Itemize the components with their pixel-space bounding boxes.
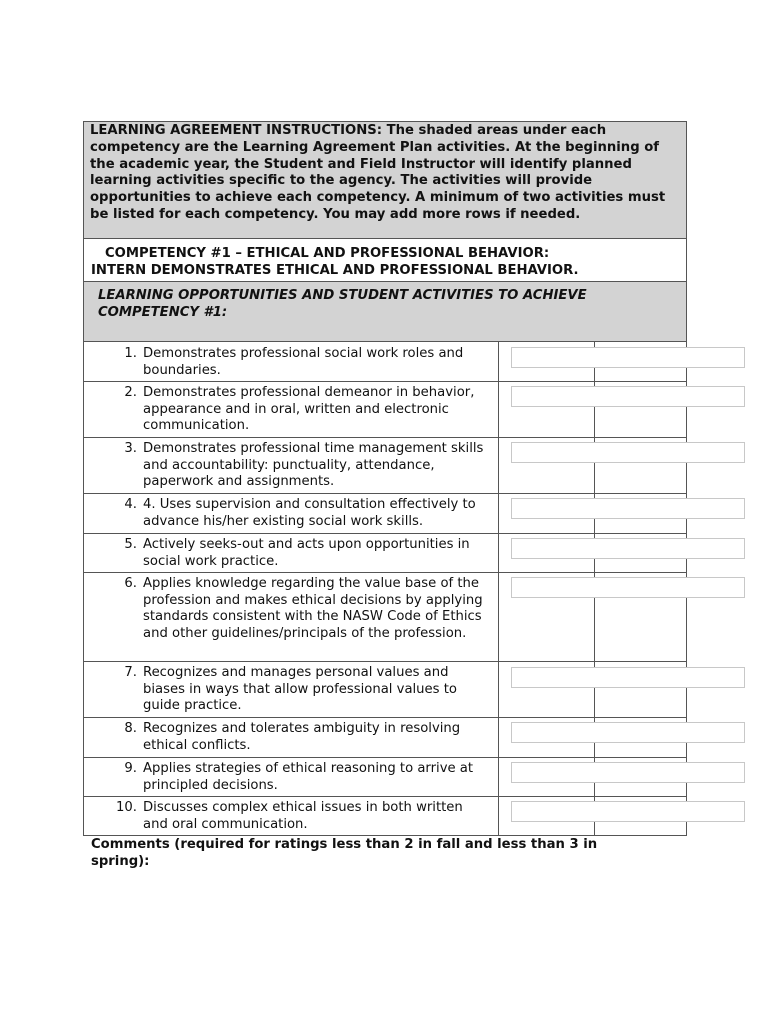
instructions-block (83, 121, 687, 239)
item-text: Recognizes and tolerates ambiguity in resolving ethical conflicts. (143, 721, 461, 753)
item-number: 7. (124, 665, 137, 680)
activity-cell (84, 437, 499, 493)
rating-field[interactable] (511, 498, 745, 519)
activity-cell (84, 717, 499, 757)
competency-title: COMPETENCY #1 – ETHICAL AND PROFESSIONAL BEHAVIOR: (105, 246, 550, 261)
activity-cell (84, 381, 499, 437)
opportunities-header (83, 281, 687, 342)
item-number: 4. (124, 497, 137, 512)
activity-cell (84, 533, 499, 572)
item-number: 3. (124, 441, 137, 456)
item-number: 1. (124, 346, 137, 361)
opportunities-header-text: LEARNING OPPORTUNITIES AND STUDENT ACTIVITIES TO ACHIEVE COMPETENCY #1: (98, 288, 587, 320)
item-number: 10. (116, 800, 137, 815)
item-number: 8. (124, 721, 137, 736)
rating-field[interactable] (511, 722, 745, 743)
rating-field[interactable] (511, 538, 745, 559)
activity-cell (84, 796, 499, 835)
item-text: Actively seeks-out and acts upon opportunities in social work practice. (143, 537, 470, 569)
item-number: 6. (124, 576, 137, 591)
item-number: 5. (124, 537, 137, 552)
rating-field[interactable] (511, 386, 745, 407)
rating-field[interactable] (511, 762, 745, 783)
rating-field[interactable] (511, 667, 745, 688)
item-text: Demonstrates professional social work roles and boundaries. (143, 346, 464, 378)
item-text: Recognizes and manages personal values and biases in ways that allow professional values to guide practice. (143, 665, 457, 713)
item-text: Applies knowledge regarding the value base of the profession and makes ethical decisions by applying standards consistent with the NASW Code of Ethics and other guidelines/principals of the profession. (143, 576, 483, 641)
activity-cell (84, 572, 499, 661)
item-text: Demonstrates professional demeanor in behavior, appearance and in oral, written and electronic communication. (143, 385, 475, 433)
comments-label: Comments (required for ratings less than 2 in fall and less than 3 in spring): (91, 837, 598, 869)
rating-field[interactable] (511, 801, 745, 822)
item-text: Demonstrates professional time management skills and accountability: punctuality, attendance, paperwork and assignments. (143, 441, 484, 489)
competency-subtitle: INTERN DEMONSTRATES ETHICAL AND PROFESSIONAL BEHAVIOR. (91, 263, 579, 278)
rating-field[interactable] (511, 577, 745, 598)
item-text: Discusses complex ethical issues in both written and oral communication. (143, 800, 463, 832)
instructions-text: LEARNING AGREEMENT INSTRUCTIONS: The shaded areas under each competency are the Learning Agreement Plan activities. At the beginning of the academic year, the Student and Field Instructor will identify planned learning activities specific to the agency. The activities will provide opportunities to achieve each competency. A minimum of two activities must be listed for each competency. You may add more rows if needed. (90, 123, 666, 222)
item-number: 9. (124, 761, 137, 776)
item-text: Applies strategies of ethical reasoning to arrive at principled decisions. (143, 761, 474, 793)
activity-cell (84, 493, 499, 533)
item-number: 2. (124, 385, 137, 400)
rating-field[interactable] (511, 442, 745, 463)
activity-cell (84, 757, 499, 796)
competency-header (83, 238, 687, 282)
activity-cell (84, 661, 499, 717)
item-text: 4. Uses supervision and consultation effectively to advance his/her existing social work skills. (143, 497, 476, 529)
rating-field[interactable] (511, 347, 745, 368)
activity-cell (84, 342, 499, 381)
